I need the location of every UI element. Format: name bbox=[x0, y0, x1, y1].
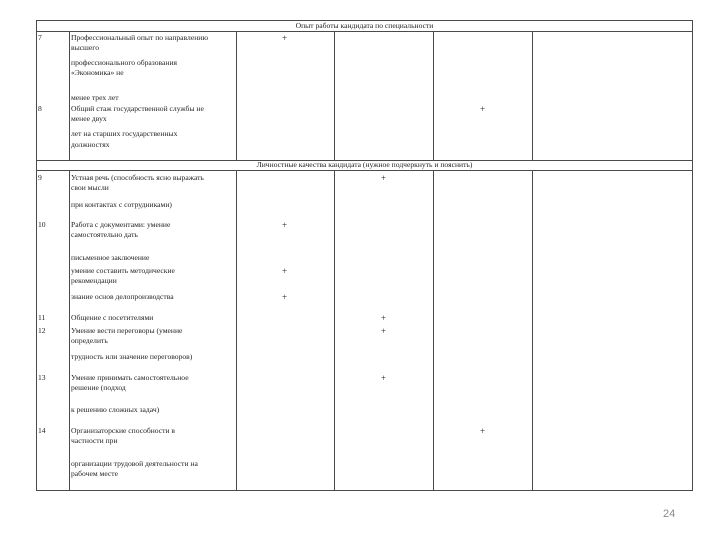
criterion-text: Работа с документами: умение bbox=[71, 220, 171, 229]
grade-mark: + bbox=[381, 173, 387, 183]
row-number: 12 bbox=[38, 326, 46, 335]
criterion-text: рекомендации bbox=[71, 276, 117, 285]
criterion-text: трудность или значение переговоров) bbox=[71, 352, 193, 361]
criterion-text: частности при bbox=[71, 436, 118, 445]
criterion-text: менее трех лет bbox=[71, 93, 119, 102]
column-divider-number-2 bbox=[69, 170, 70, 490]
column-divider-grade-a-1 bbox=[334, 31, 335, 160]
grade-mark: + bbox=[381, 313, 387, 323]
criterion-text: «Экономика» не bbox=[71, 68, 124, 77]
criterion-text: письменное заключение bbox=[71, 253, 150, 262]
section-header-experience: Опыт работы кандидата по специальности bbox=[295, 21, 434, 30]
criterion-text: Устная речь (способность ясно выражать bbox=[71, 173, 204, 182]
criterion-text: Профессиональный опыт по направлению bbox=[71, 33, 208, 42]
column-divider-grade-b-1 bbox=[433, 31, 434, 160]
column-divider-grade-b-2 bbox=[433, 170, 434, 490]
grade-mark: + bbox=[282, 220, 288, 230]
row-number: 7 bbox=[38, 33, 42, 42]
criterion-text: Умение принимать самостоятельное bbox=[71, 373, 189, 382]
column-divider-criteria-1 bbox=[236, 31, 237, 160]
page-number: 24 bbox=[663, 508, 676, 520]
grade-mark: + bbox=[282, 33, 288, 43]
criterion-text: решение (подход bbox=[71, 383, 126, 392]
criterion-text: свои мысли bbox=[71, 183, 109, 192]
criterion-text: организации трудовой деятельности на bbox=[71, 459, 198, 468]
criterion-text: Умение вести переговоры (умение bbox=[71, 326, 183, 335]
row-number: 8 bbox=[38, 104, 42, 113]
criterion-text: Организаторские способности в bbox=[71, 426, 176, 435]
table-bottom-border bbox=[36, 490, 693, 491]
criterion-text: рабочем месте bbox=[71, 469, 118, 478]
column-divider-grade-a-2 bbox=[334, 170, 335, 490]
criterion-text: знание основ делопроизводства bbox=[71, 292, 174, 301]
criterion-text: при контактах с сотрудниками) bbox=[71, 200, 172, 209]
criterion-text: лет на старших государственных bbox=[71, 129, 178, 138]
row-number: 9 bbox=[38, 173, 42, 182]
criterion-text: к решению сложных задач) bbox=[71, 405, 160, 414]
grade-mark: + bbox=[480, 426, 486, 436]
grade-mark: + bbox=[381, 326, 387, 336]
criterion-text: самостоятельно дать bbox=[71, 230, 138, 239]
criterion-text: определить bbox=[71, 336, 108, 345]
criterion-text: менее двух bbox=[71, 114, 107, 123]
criterion-text: профессионального образования bbox=[71, 58, 178, 67]
grade-mark: + bbox=[282, 292, 288, 302]
column-divider-grade-c-2 bbox=[532, 170, 533, 490]
column-divider-number-1 bbox=[69, 31, 70, 160]
criterion-text: умение составить методические bbox=[71, 266, 175, 275]
column-divider-grade-c-1 bbox=[532, 31, 533, 160]
criterion-text: Общение с посетителями bbox=[71, 313, 154, 322]
criterion-text: должностях bbox=[71, 140, 110, 149]
table-right-border bbox=[692, 20, 693, 490]
row-number: 10 bbox=[38, 220, 46, 229]
criterion-text: Общий стаж государственной службы не bbox=[71, 104, 204, 113]
row-number: 11 bbox=[38, 313, 46, 322]
table-left-border bbox=[36, 20, 37, 490]
section-header-personal: Личностные качества кандидата (нужное подчеркнуть и пояснить) bbox=[256, 160, 473, 169]
column-divider-criteria-2 bbox=[236, 170, 237, 490]
row-number: 13 bbox=[38, 373, 46, 382]
grade-mark: + bbox=[480, 104, 486, 114]
grade-mark: + bbox=[381, 373, 387, 383]
row-number: 14 bbox=[38, 426, 46, 435]
criterion-text: высшего bbox=[71, 43, 99, 52]
grade-mark: + bbox=[282, 266, 288, 276]
